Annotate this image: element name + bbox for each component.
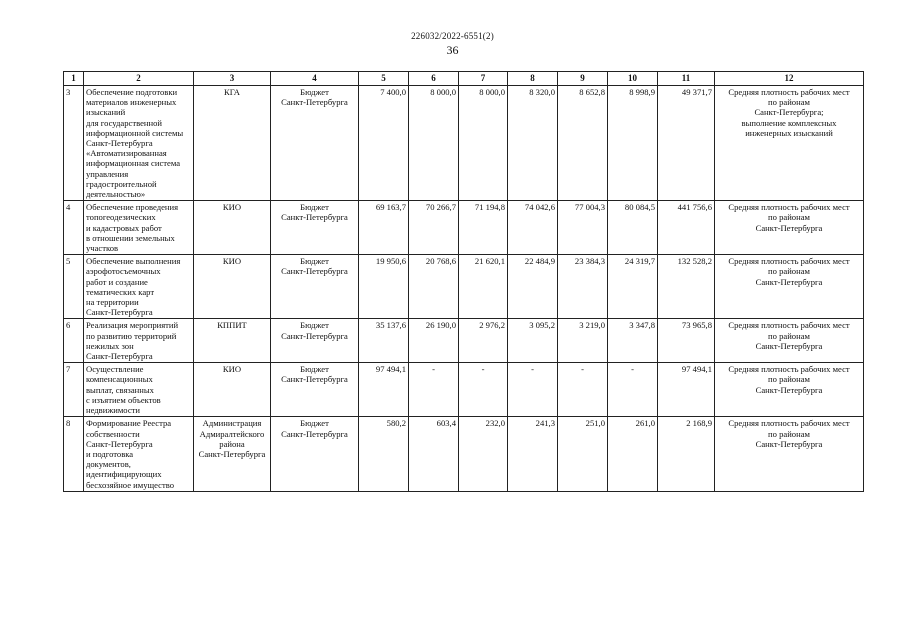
year-value: 77 004,3 [558, 201, 608, 255]
year-value: - [409, 363, 459, 417]
year-value: - [508, 363, 558, 417]
executor: КИО [194, 255, 271, 319]
header-row [64, 72, 864, 86]
row-number: 4 [64, 201, 84, 255]
funding-source: Бюджет Санкт-Петербурга [271, 255, 359, 319]
executor: КИО [194, 363, 271, 417]
year-value: 74 042,6 [508, 201, 558, 255]
funding-source: Бюджет Санкт-Петербурга [271, 201, 359, 255]
year-value: 22 484,9 [508, 255, 558, 319]
year-value: 8 998,9 [608, 86, 658, 201]
year-value: 69 163,7 [359, 201, 409, 255]
year-value: - [558, 363, 608, 417]
total-value: 97 494,1 [658, 363, 715, 417]
year-value: 8 000,0 [409, 86, 459, 201]
year-value: 2 976,2 [459, 319, 508, 363]
funding-source: Бюджет Санкт-Петербурга [271, 363, 359, 417]
activity-name: Осуществление компенсационных выплат, связанных с изъятием объектов недвижимости [84, 363, 194, 417]
year-value: 3 095,2 [508, 319, 558, 363]
executor: КГА [194, 86, 271, 201]
year-value: 232,0 [459, 417, 508, 491]
year-value: 261,0 [608, 417, 658, 491]
row-number: 7 [64, 363, 84, 417]
year-value: 24 319,7 [608, 255, 658, 319]
year-value: 71 194,8 [459, 201, 508, 255]
total-value: 49 371,7 [658, 86, 715, 201]
column-header: 12 [715, 72, 864, 86]
year-value: 7 400,0 [359, 86, 409, 201]
indicator: Средняя плотность рабочих мест по районам Санкт-Петербурга [715, 201, 864, 255]
column-header: 4 [271, 72, 359, 86]
year-value: 26 190,0 [409, 319, 459, 363]
activity-name: Реализация мероприятий по развитию территорий нежилых зон Санкт-Петербурга [84, 319, 194, 363]
table-row [64, 255, 864, 319]
row-number: 6 [64, 319, 84, 363]
column-header: 5 [359, 72, 409, 86]
indicator: Средняя плотность рабочих мест по районам Санкт-Петербурга [715, 319, 864, 363]
year-value: 8 320,0 [508, 86, 558, 201]
activity-name: Обеспечение выполнения аэрофотосъемочных работ и создание тематических карт на территории Санкт-Петербурга [84, 255, 194, 319]
year-value: 21 620,1 [459, 255, 508, 319]
executor: Администрация Адмиралтейского района Санкт-Петербурга [194, 417, 271, 491]
budget-table [63, 71, 864, 492]
page-number: 36 [446, 43, 459, 57]
total-value: 2 168,9 [658, 417, 715, 491]
year-value: 603,4 [409, 417, 459, 491]
year-value: 97 494,1 [359, 363, 409, 417]
column-header: 7 [459, 72, 508, 86]
year-value: 580,2 [359, 417, 409, 491]
indicator: Средняя плотность рабочих мест по районам Санкт-Петербурга [715, 417, 864, 491]
indicator: Средняя плотность рабочих мест по районам Санкт-Петербурга [715, 363, 864, 417]
funding-source: Бюджет Санкт-Петербурга [271, 417, 359, 491]
year-value: - [459, 363, 508, 417]
document-id: 226032/2022-6551(2) [411, 31, 494, 41]
column-header: 11 [658, 72, 715, 86]
year-value: 8 652,8 [558, 86, 608, 201]
executor: КИО [194, 201, 271, 255]
year-value: 241,3 [508, 417, 558, 491]
total-value: 73 965,8 [658, 319, 715, 363]
indicator: Средняя плотность рабочих мест по районам Санкт-Петербурга; выполнение комплексных инженерных изысканий [715, 86, 864, 201]
column-header: 3 [194, 72, 271, 86]
column-header: 2 [84, 72, 194, 86]
year-value: 19 950,6 [359, 255, 409, 319]
year-value: 80 084,5 [608, 201, 658, 255]
row-number: 8 [64, 417, 84, 491]
activity-name: Обеспечение подготовки материалов инженерных изысканий для государственной информационной системы Санкт-Петербурга «Автоматизированная информационная система управления градостроительной деятельностью» [84, 86, 194, 201]
table-row [64, 363, 864, 417]
executor: КППИТ [194, 319, 271, 363]
activity-name: Обеспечение проведения топогеодезических и кадастровых работ в отношении земельных участков [84, 201, 194, 255]
year-value: 3 219,0 [558, 319, 608, 363]
total-value: 132 528,2 [658, 255, 715, 319]
table-row [64, 417, 864, 491]
table-row [64, 86, 864, 201]
row-number: 5 [64, 255, 84, 319]
column-header: 9 [558, 72, 608, 86]
total-value: 441 756,6 [658, 201, 715, 255]
column-header: 10 [608, 72, 658, 86]
activity-name: Формирование Реестра собственности Санкт-Петербурга и подготовка документов, идентифицирующих бесхозяйное имущество [84, 417, 194, 491]
year-value: 8 000,0 [459, 86, 508, 201]
year-value: 20 768,6 [409, 255, 459, 319]
year-value: 35 137,6 [359, 319, 409, 363]
funding-source: Бюджет Санкт-Петербурга [271, 319, 359, 363]
table-row [64, 319, 864, 363]
row-number: 3 [64, 86, 84, 201]
year-value: 251,0 [558, 417, 608, 491]
year-value: 70 266,7 [409, 201, 459, 255]
year-value: - [608, 363, 658, 417]
year-value: 23 384,3 [558, 255, 608, 319]
funding-source: Бюджет Санкт-Петербурга [271, 86, 359, 201]
year-value: 3 347,8 [608, 319, 658, 363]
column-header: 8 [508, 72, 558, 86]
table-row [64, 201, 864, 255]
column-header: 1 [64, 72, 84, 86]
column-header: 6 [409, 72, 459, 86]
indicator: Средняя плотность рабочих мест по районам Санкт-Петербурга [715, 255, 864, 319]
